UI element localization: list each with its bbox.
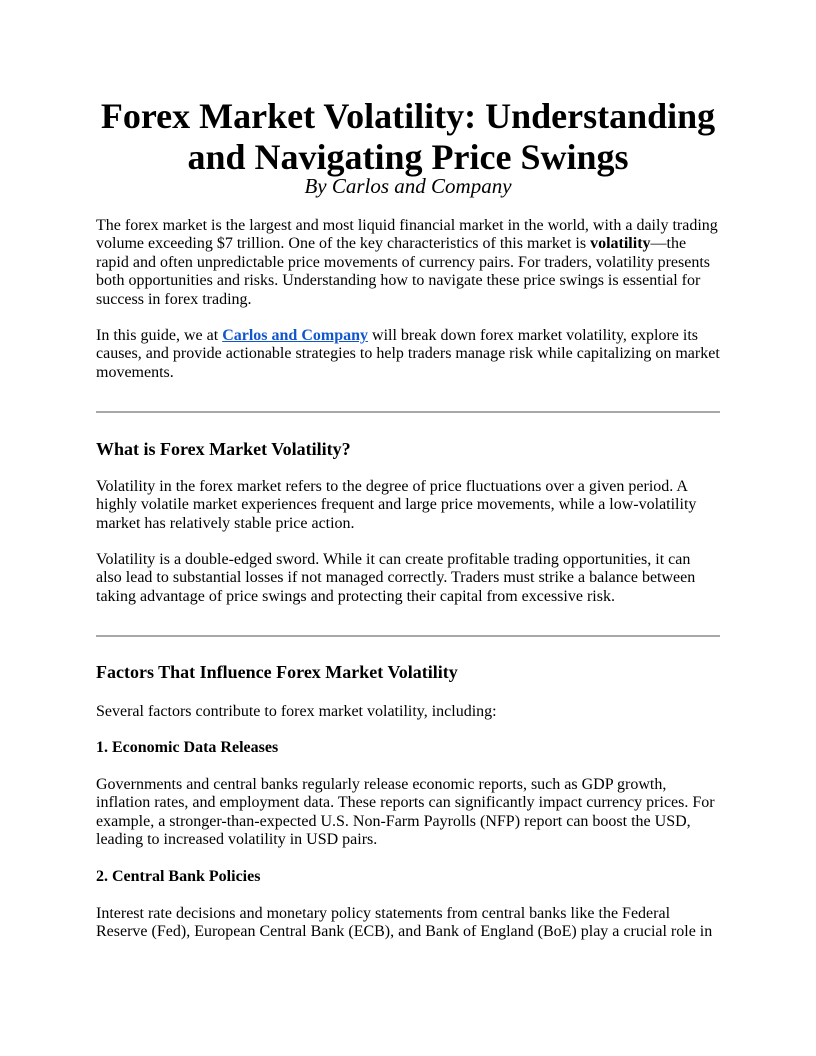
- intro-text-4: will break down forex market volatility, explore its causes, and provide actionable strategies to help traders manage risk while capitalizing on market movements.: [96, 327, 720, 381]
- intro-text-3: In this guide, we at: [96, 327, 223, 344]
- section2-intro: Several factors contribute to forex market volatility, including:: [96, 703, 497, 720]
- intro-paragraph-1: [96, 217, 720, 309]
- section1-paragraph-2: Volatility is a double-edged sword. While it can create profitable trading opportunities, it can also lead to substantial losses if not managed correctly. Traders must strike a balance between taking advantage of price swings and protecting their capital from excessive risk.: [96, 551, 696, 605]
- section1-paragraph-1: Volatility in the forex market refers to the degree of price fluctuations over a given period. A highly volatile market experiences frequent and large price movements, while a low-volatility market has relatively stable price action.: [96, 478, 697, 532]
- byline: By Carlos and Company: [304, 174, 512, 198]
- subheading-central-bank: 2. Central Bank Policies: [96, 868, 261, 885]
- document-title: Forex Market Volatility: Understanding and Navigating Price Swings: [100, 96, 716, 177]
- central-bank-paragraph: Interest rate decisions and monetary policy statements from central banks like the Federal Reserve (Fed), European Central Bank (ECB), and Bank of England (BoE) play a crucial role in: [96, 905, 713, 941]
- economic-data-paragraph: Governments and central banks regularly release economic reports, such as GDP growth, inflation rates, and employment data. These reports can significantly impact currency prices. For example, a stronger-than-expected U.S. Non-Farm Payrolls (NFP) report can boost the USD, leading to increased volatility in USD pairs.: [96, 776, 715, 849]
- section-divider: [96, 411, 720, 413]
- section-heading-what-is-volatility: What is Forex Market Volatility?: [96, 439, 351, 459]
- subheading-economic-data: 1. Economic Data Releases: [96, 739, 279, 756]
- intro-paragraph-2: [96, 327, 720, 382]
- section-divider: [96, 635, 720, 637]
- volatility-term: volatility: [590, 235, 651, 253]
- company-link[interactable]: Carlos and Company: [222, 327, 369, 344]
- intro-text-2: —the rapid and often unpredictable price movements of currency pairs. For traders, volatility presents both opportunities and risks. Understanding how to navigate these price swings is essential for success in forex trading.: [96, 235, 711, 308]
- intro-text-1: The forex market is the largest and most liquid financial market in the world, with a daily trading volume exceeding $7 trillion. One of the key characteristics of this market is: [96, 217, 718, 253]
- section-heading-factors: Factors That Influence Forex Market Volatility: [96, 662, 458, 682]
